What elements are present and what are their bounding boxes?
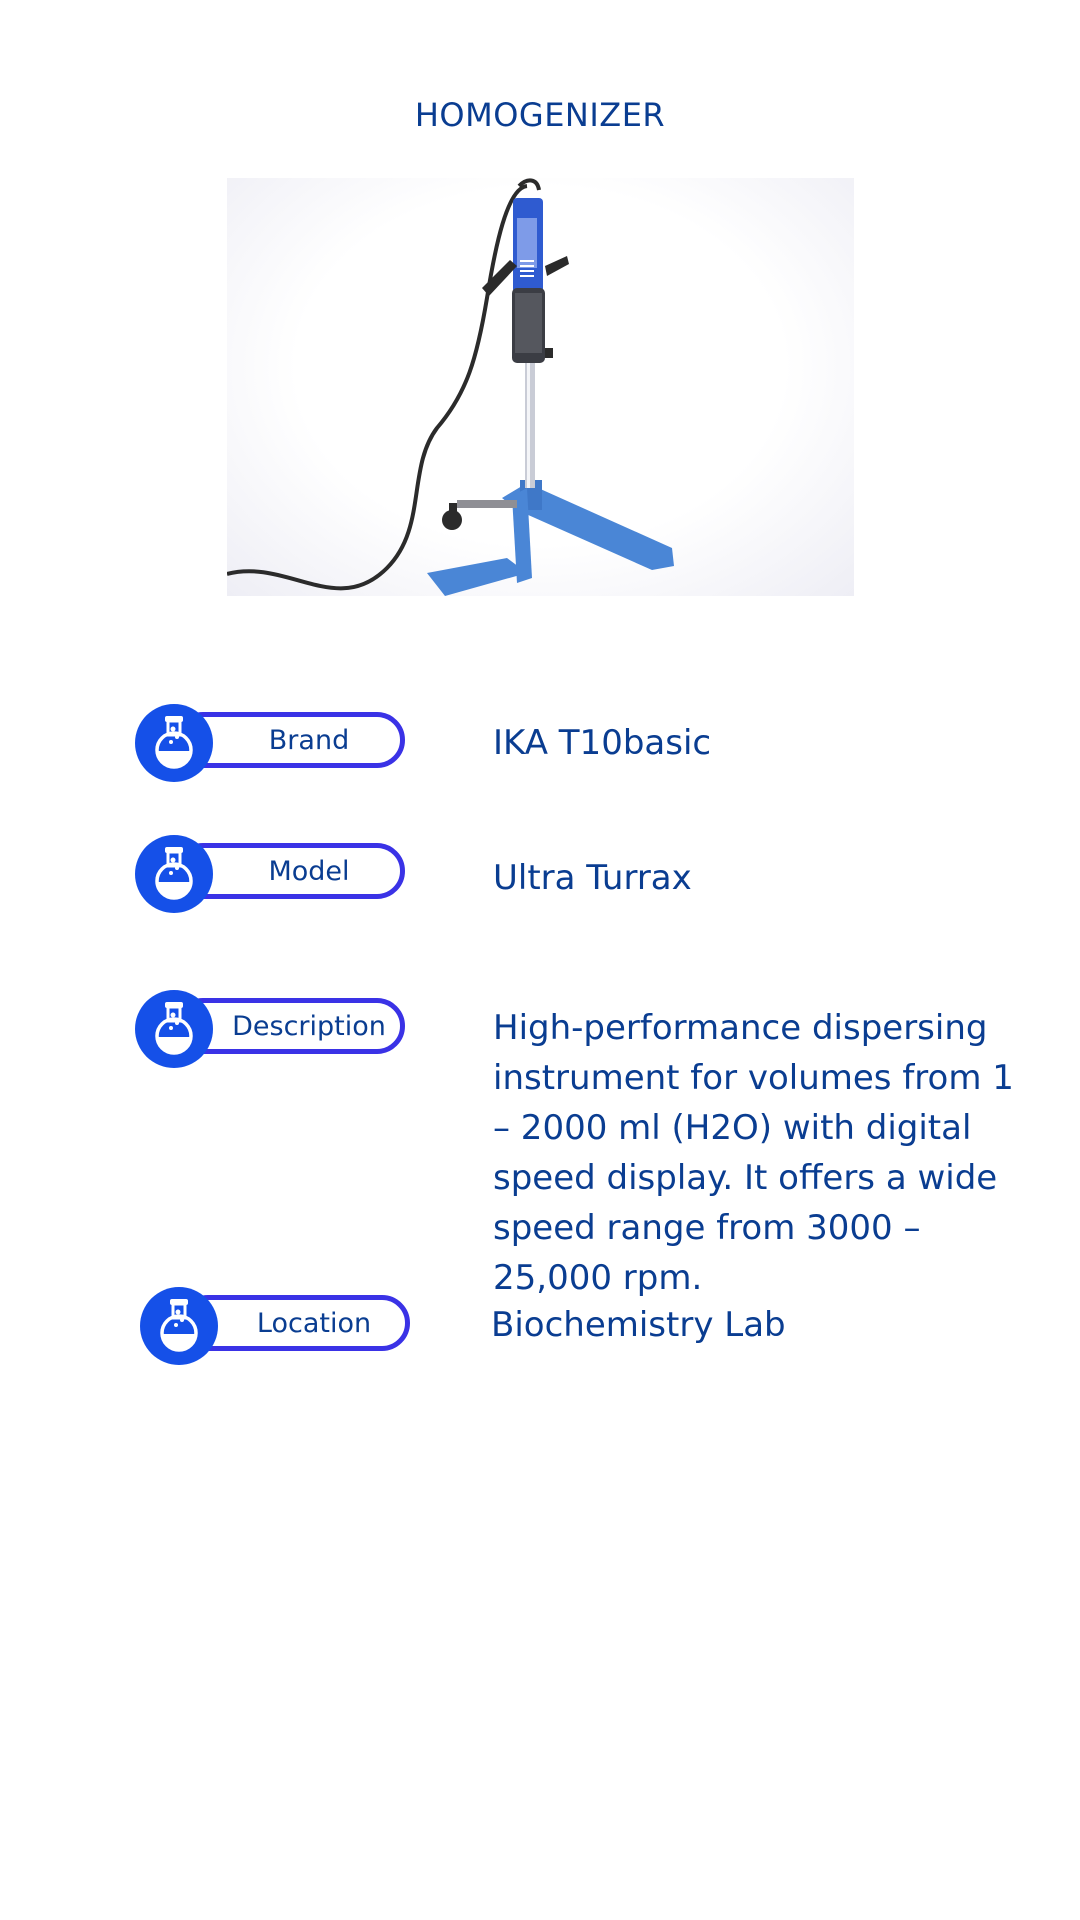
brand-label: Brand bbox=[268, 724, 350, 756]
brand-value: IKA T10basic bbox=[493, 723, 712, 763]
flask-icon bbox=[135, 990, 213, 1068]
model-label: Model bbox=[268, 855, 350, 887]
flask-icon bbox=[135, 704, 213, 782]
location-label: Location bbox=[256, 1307, 372, 1339]
detail-label-brand bbox=[135, 704, 415, 782]
detail-label-description bbox=[135, 990, 415, 1068]
flask-icon bbox=[135, 835, 213, 913]
location-value: Biochemistry Lab bbox=[491, 1305, 786, 1345]
description-label: Description bbox=[232, 1010, 386, 1042]
description-value: High-performance dispersing instrument for volumes from 1 – 2000 ml (H2O) with digital speed display. It offers a wide speed range from 3000 – 25,000 rpm. bbox=[493, 1008, 1014, 1298]
product-image bbox=[227, 178, 854, 596]
flask-icon bbox=[140, 1287, 218, 1365]
page-title: HOMOGENIZER bbox=[414, 96, 666, 134]
detail-label-location bbox=[140, 1287, 420, 1365]
model-value: Ultra Turrax bbox=[493, 858, 692, 898]
detail-label-model bbox=[135, 835, 415, 913]
